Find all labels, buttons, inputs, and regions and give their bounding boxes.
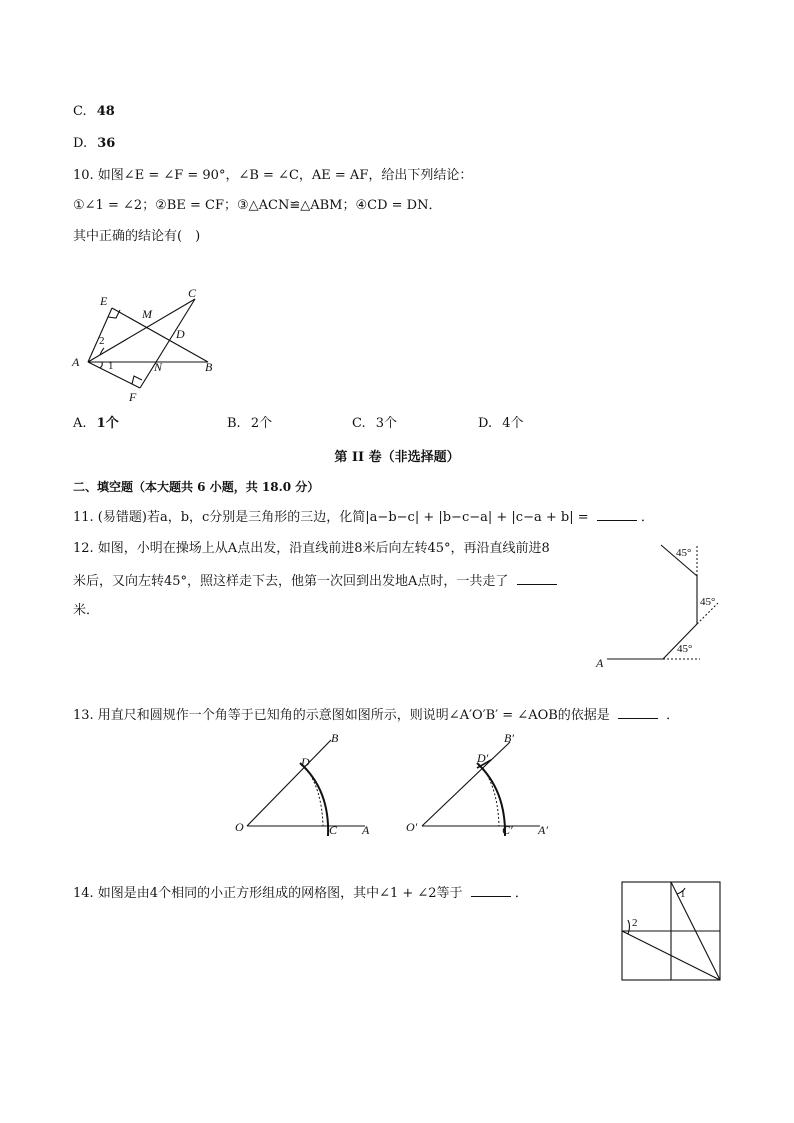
label-D: D: [176, 327, 185, 341]
label-C: C: [188, 286, 197, 300]
label-A: A: [362, 823, 370, 837]
q12-line2: 米后，又向左转45°，照这样走下去，他第一次回到出发地A点时，一共走了: [73, 572, 557, 591]
option-value: 48: [96, 104, 115, 119]
label-N: N: [154, 360, 163, 374]
section-heading: 二、填空题（本大题共 6 小题，共 18.0 分）: [73, 480, 320, 494]
label-C-prime: C′: [502, 823, 513, 837]
q10-question: 其中正确的结论有( ): [73, 229, 201, 244]
label-A: A: [596, 656, 604, 670]
part-two-title: 第 II 卷（非选择题）: [334, 450, 460, 465]
q12-line1: 12. 如图，小明在操场上从A点出发，沿直线前进8米后向左转45°，再沿直线前进8: [73, 541, 550, 556]
label-O: O: [235, 820, 244, 834]
angle-label-bottom: 45°: [677, 643, 693, 655]
angle-arc-2: [628, 920, 630, 934]
option-label: D.: [73, 136, 88, 151]
label-M: M: [142, 307, 152, 321]
label-B: B: [331, 731, 339, 745]
q10-option-c: C. 3个: [352, 416, 398, 431]
label-B: B: [205, 360, 213, 374]
option-label: C.: [73, 104, 87, 119]
angle-label-top: 45°: [676, 547, 692, 559]
label-angle-2: 2: [99, 335, 105, 347]
label-E: E: [100, 294, 108, 308]
label-angle-1: 1: [680, 888, 686, 900]
label-O-prime: O′: [406, 820, 418, 834]
q13-text: 13. 用直尺和圆规作一个角等于已知角的示意图如图所示，则说明∠A′O′B′ = ∠AOB的依据是: [73, 708, 610, 723]
label-D: D: [301, 755, 310, 769]
q11-text: 11. (易错题)若a，b，c分别是三角形的三边，化简|a−b−c| + |b−c−a| + |c−a + b| =: [73, 510, 589, 525]
label-C: C: [329, 823, 338, 837]
label-B-prime: B′: [504, 731, 514, 745]
q10-option-d: D. 4个: [478, 416, 524, 431]
q11: 11. (易错题)若a，b，c分别是三角形的三边，化简|a−b−c| + |b−c−a| + |c−a + b| = ．: [73, 510, 654, 525]
q10-option-a: A. 1个: [73, 416, 119, 431]
q14: 14. 如图是由4个相同的小正方形组成的网格图，其中∠1 + ∠2等于 ．: [73, 886, 528, 901]
q12-line3: 米．: [73, 603, 100, 618]
q10-stem: 10. 如图∠E = ∠F = 90°，∠B = ∠C，AE = AF，给出下列结论：: [73, 168, 473, 183]
q10-option-b: B. 2个: [227, 416, 273, 431]
label-angle-2: 2: [632, 917, 638, 929]
q14-text: 14. 如图是由4个相同的小正方形组成的网格图，其中∠1 + ∠2等于: [73, 886, 463, 901]
label-A: A: [72, 355, 80, 369]
label-F: F: [129, 390, 137, 404]
q13: 13. 用直尺和圆规作一个角等于已知角的示意图如图所示，则说明∠A′O′B′ = ∠AOB的依据是 ．: [73, 708, 680, 723]
q10-conclusions: ①∠1 = ∠2；②BE = CF；③△ACN≌△ABM；④CD = DN．: [73, 198, 442, 213]
option-value: 36: [97, 136, 116, 151]
label-angle-1: 1: [108, 360, 114, 372]
label-A-prime: A′: [538, 823, 548, 837]
label-D-prime: D′: [477, 751, 489, 765]
angle-label-mid: 45°: [700, 596, 716, 608]
